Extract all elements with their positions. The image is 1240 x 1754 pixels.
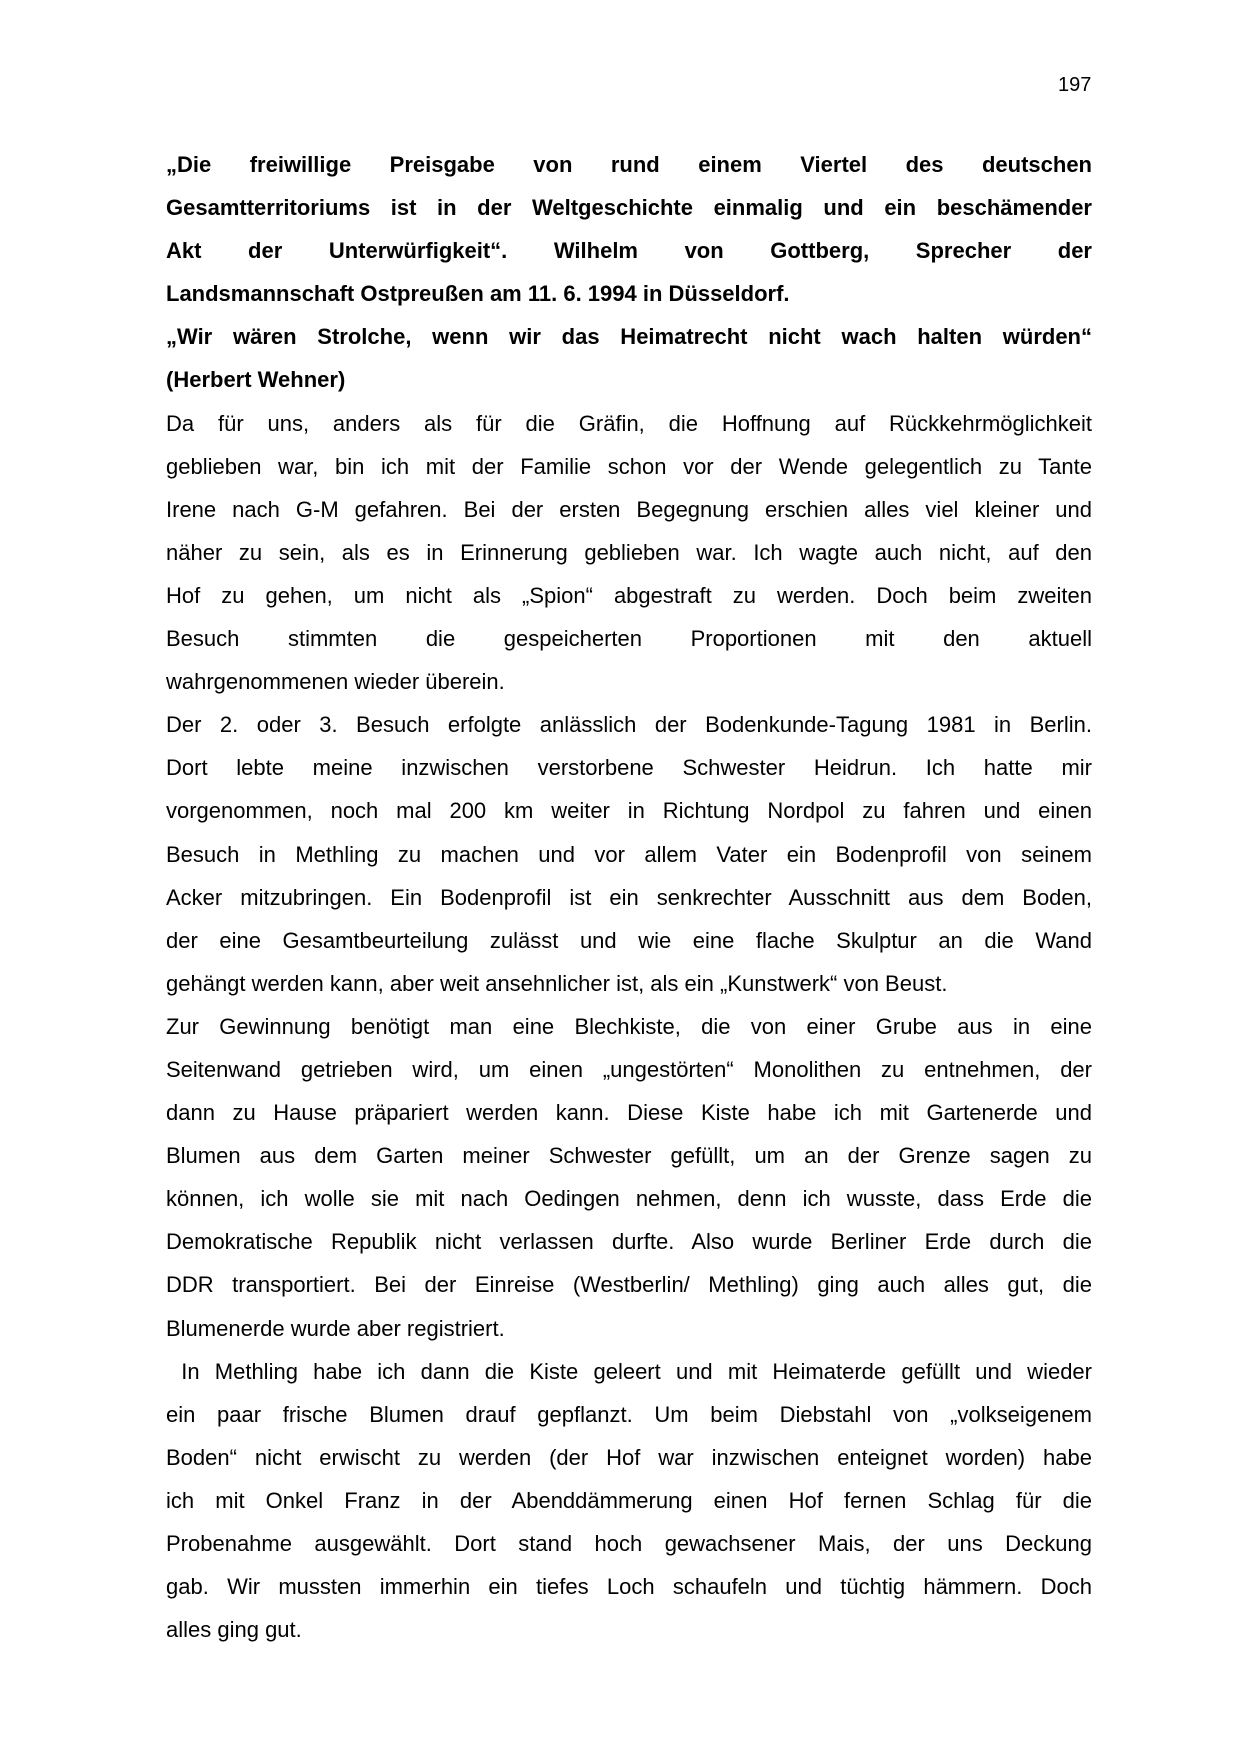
quote-wehner [166, 315, 1092, 401]
text-line: Zur Gewinnung benötigt man eine Blechkiste, die von einer Grube aus in eine [166, 1013, 1092, 1039]
text-line: „Wir wären Strolche, wenn wir das Heimatrecht nicht wach halten würden“ [166, 324, 1092, 350]
text-line: Acker mitzubringen. Ein Bodenprofil ist ein senkrechter Ausschnitt aus dem Boden, [166, 884, 1092, 910]
paragraph-besuch [166, 703, 1092, 1005]
paragraph-gewinnung [166, 1005, 1092, 1350]
text-line: Da für uns, anders als für die Gräfin, die Hoffnung auf Rückkehrmöglichkeit [166, 410, 1092, 436]
text-line: In Methling habe ich dann die Kiste geleert und mit Heimaterde gefüllt und wieder [166, 1358, 1092, 1384]
document-body [166, 143, 1092, 1651]
text-line: näher zu sein, als es in Erinnerung geblieben war. Ich wagte auch nicht, auf den [166, 539, 1092, 565]
text-line: Besuch stimmten die gespeicherten Proportionen mit den aktuell [166, 626, 1092, 652]
text-line: Irene nach G-M gefahren. Bei der ersten Begegnung erschien alles viel kleiner und [166, 496, 1092, 522]
text-line: Seitenwand getrieben wird, um einen „ungestörten“ Monolithen zu entnehmen, der [166, 1056, 1092, 1082]
text-line: dann zu Hause präpariert werden kann. Diese Kiste habe ich mit Gartenerde und [166, 1100, 1092, 1126]
text-line: Blumen aus dem Garten meiner Schwester gefüllt, um an der Grenze sagen zu [166, 1143, 1092, 1169]
quote-gottberg [166, 143, 1092, 315]
text-line: Gesamtterritoriums ist in der Weltgeschichte einmalig und ein beschämender [166, 195, 1092, 221]
text-line: Akt der Unterwürfigkeit“. Wilhelm von Gottberg, Sprecher der [166, 238, 1092, 264]
text-line: Probenahme ausgewählt. Dort stand hoch gewachsener Mais, der uns Deckung [166, 1531, 1092, 1556]
text-line: der eine Gesamtbeurteilung zulässt und wie eine flache Skulptur an die Wand [166, 927, 1092, 953]
text-line: (Herbert Wehner) [166, 367, 346, 393]
text-line: Besuch in Methling zu machen und vor allem Vater ein Bodenprofil von seinem [166, 841, 1092, 867]
text-line: können, ich wolle sie mit nach Oedingen nehmen, denn ich wusste, dass Erde die [166, 1186, 1092, 1212]
text-line: Der 2. oder 3. Besuch erfolgte anlässlich der Bodenkunde-Tagung 1981 in Berlin. [166, 712, 1092, 738]
text-line: geblieben war, bin ich mit der Familie schon vor der Wende gelegentlich zu Tante [166, 453, 1092, 479]
text-line: Blumenerde wurde aber registriert. [166, 1315, 505, 1341]
text-line: DDR transportiert. Bei der Einreise (Westberlin/ Methling) ging auch alles gut, die [166, 1272, 1092, 1298]
paragraph-rueckkehr [166, 402, 1092, 704]
paragraph-methling [166, 1350, 1092, 1652]
text-line: Landsmannschaft Ostpreußen am 11. 6. 1994 in Düsseldorf. [166, 281, 790, 307]
text-line: ich mit Onkel Franz in der Abenddämmerung einen Hof fernen Schlag für die [166, 1487, 1092, 1513]
text-line: Demokratische Republik nicht verlassen durfte. Also wurde Berliner Erde durch die [166, 1229, 1092, 1255]
text-line: gehängt werden kann, aber weit ansehnlicher ist, als ein „Kunstwerk“ von Beust. [166, 970, 948, 996]
text-line: vorgenommen, noch mal 200 km weiter in Richtung Nordpol zu fahren und einen [166, 798, 1092, 824]
text-line: Hof zu gehen, um nicht als „Spion“ abgestraft zu werden. Doch beim zweiten [166, 582, 1092, 608]
text-line: „Die freiwillige Preisgabe von rund einem Viertel des deutschen [166, 152, 1092, 177]
text-line: wahrgenommenen wieder überein. [166, 669, 505, 695]
text-line: Boden“ nicht erwischt zu werden (der Hof war inzwischen enteignet worden) habe [166, 1444, 1092, 1470]
text-line: alles ging gut. [166, 1617, 302, 1643]
text-line: Dort lebte meine inzwischen verstorbene Schwester Heidrun. Ich hatte mir [166, 755, 1092, 781]
page-number: 197 [1058, 74, 1092, 96]
text-line: gab. Wir mussten immerhin ein tiefes Loch schaufeln und tüchtig hämmern. Doch [166, 1574, 1092, 1600]
text-line: ein paar frische Blumen drauf gepflanzt. Um beim Diebstahl von „volkseigenem [166, 1401, 1092, 1427]
